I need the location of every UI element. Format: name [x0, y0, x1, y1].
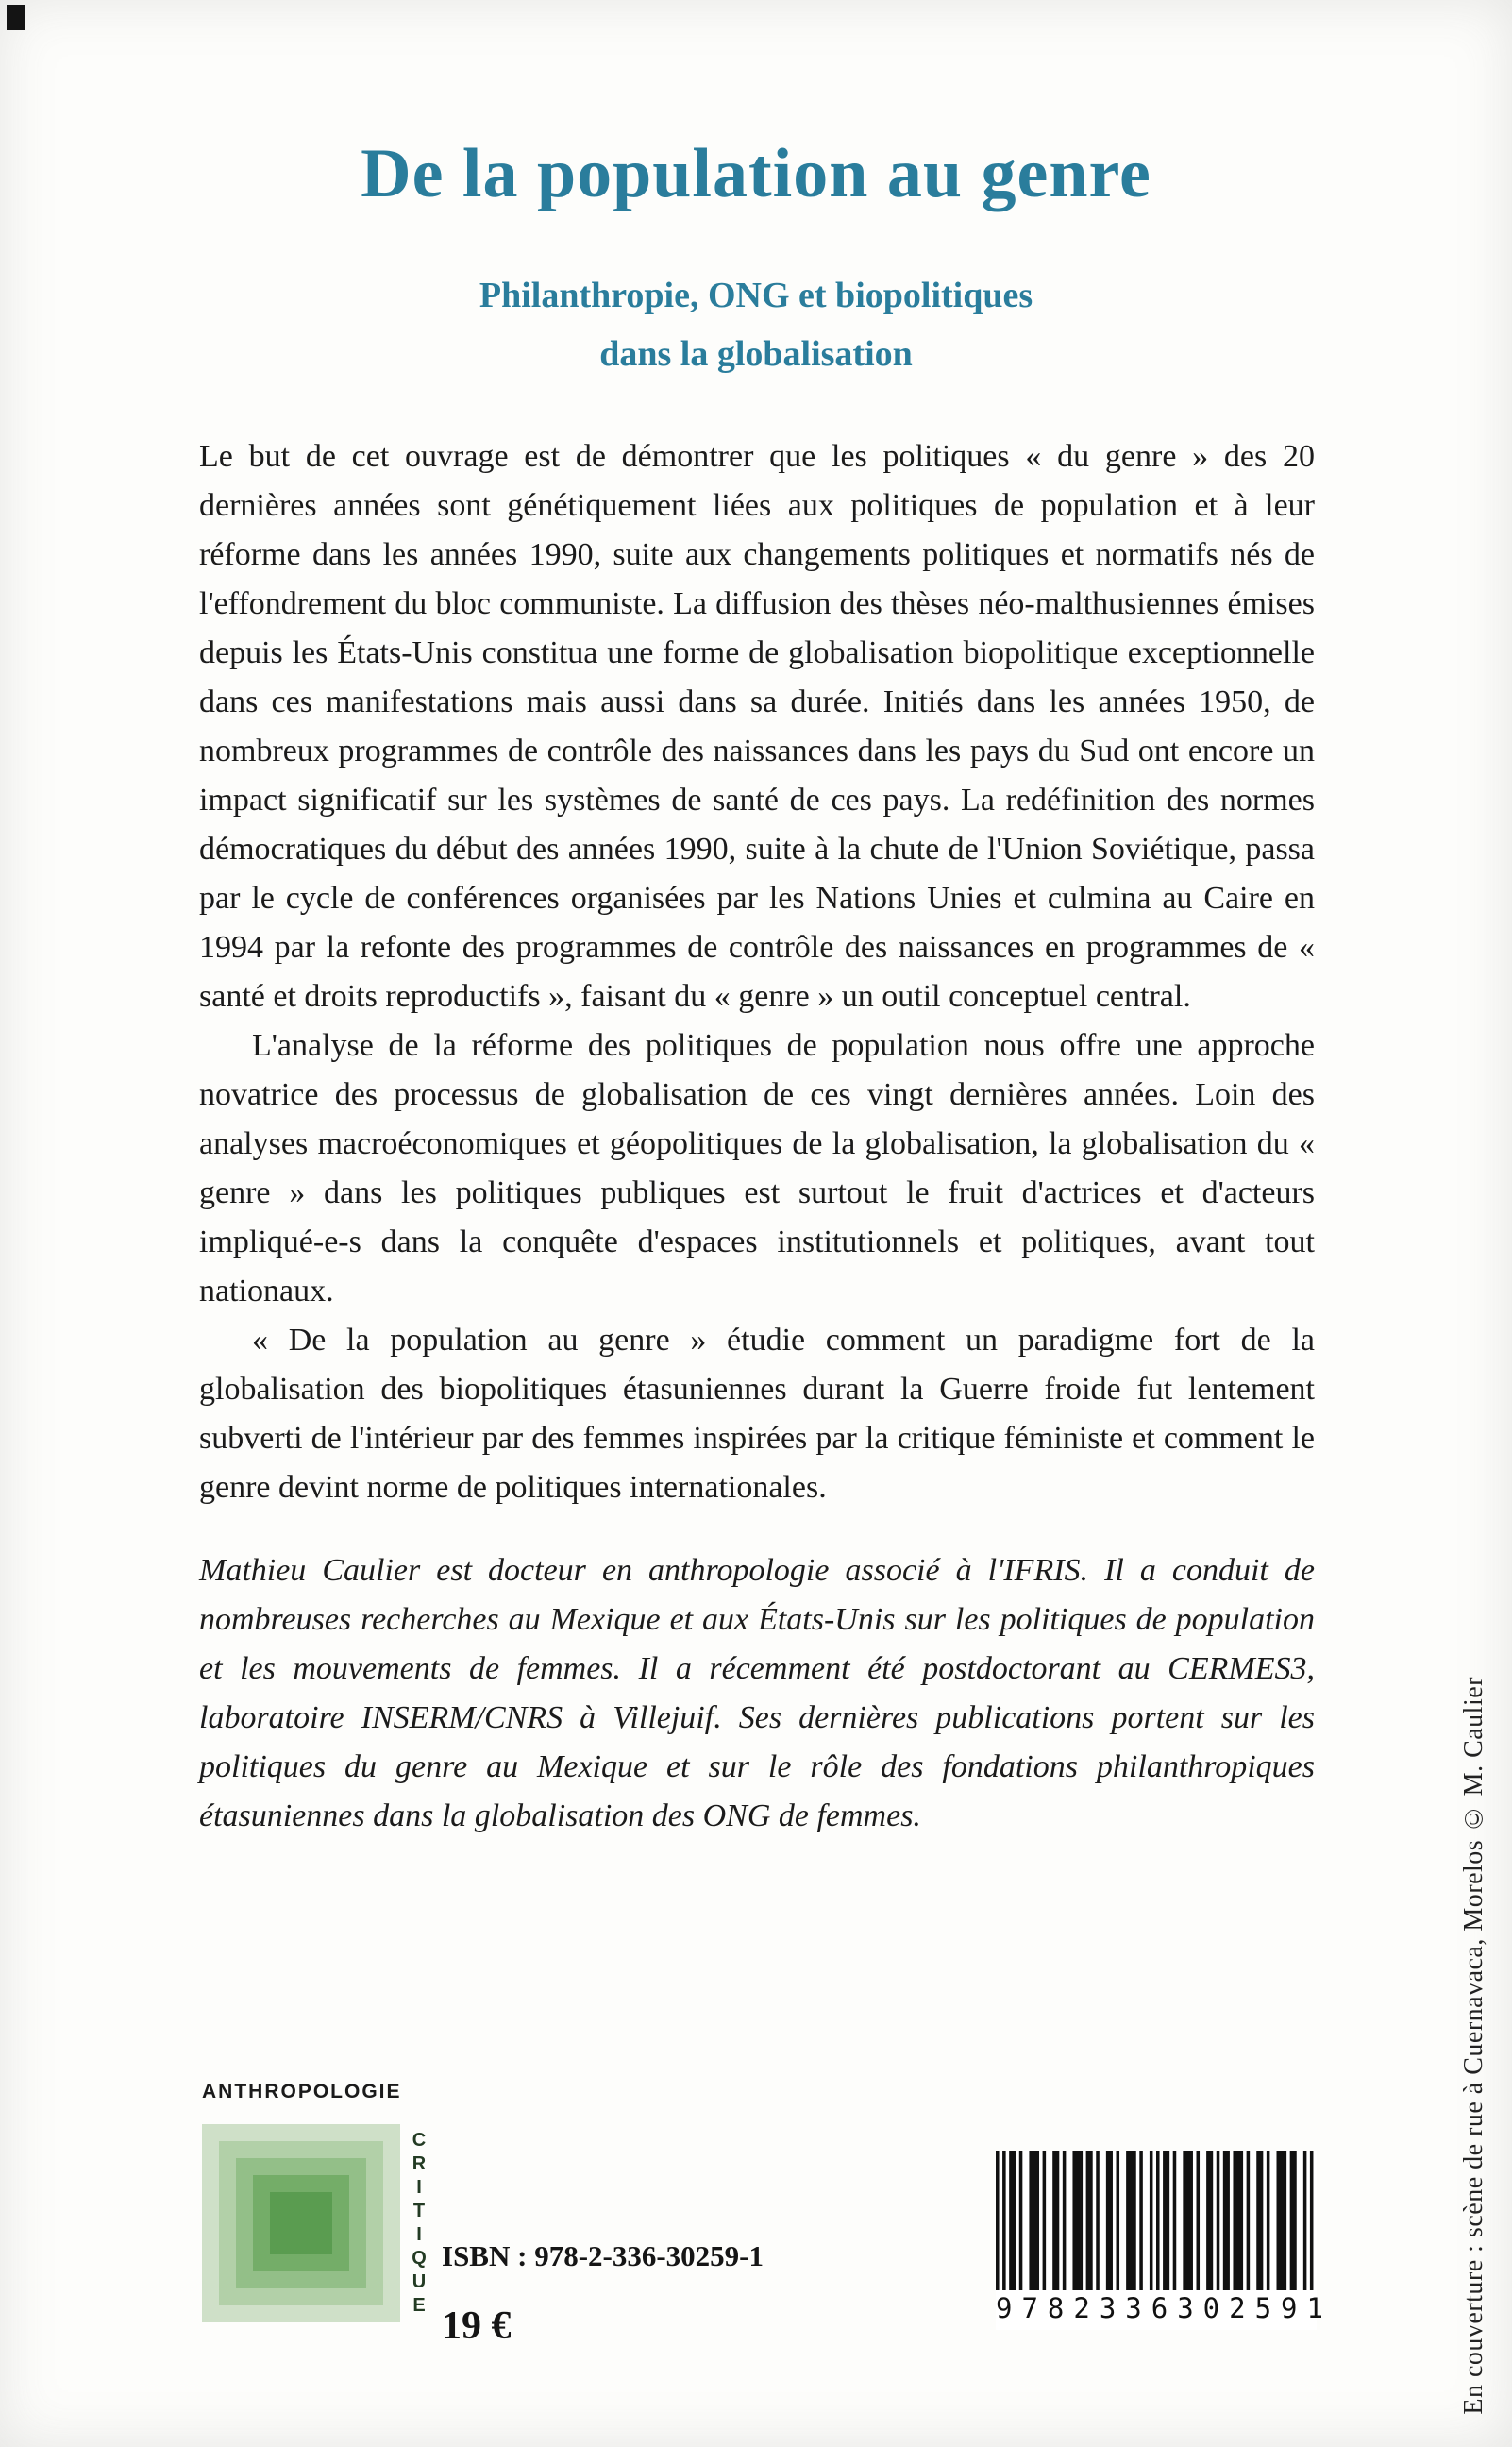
book-subtitle: [0, 266, 1512, 383]
subtitle-line-2: dans la globalisation: [599, 334, 913, 374]
synopsis-paragraph-2: L'analyse de la réforme des politiques de population nous offre une approche novatrice des processus de globalisation de ces vingt dernières années. Loin des analyses macroéconomiques et géopolitiques de la globalisation, la globalisation du « genre » dans les politiques publiques est surtout le fruit d'actrices et d'acteurs impliqué-e-s dans la conquête d'espaces institutionnels et politiques, avant tout nationaux.: [199, 1028, 1315, 1308]
synopsis: [199, 432, 1315, 1841]
synopsis-paragraph-3: « De la population au genre » étudie comment un paradigme fort de la globalisation des biopolitiques étasuniennes durant la Guerre froide fut lentement subverti de l'intérieur par des femmes inspirées par la critique féministe et comment le genre devint norme de politiques internationales.: [199, 1323, 1315, 1505]
book-title: De la population au genre: [361, 135, 1151, 212]
isbn-text: ISBN : 978-2-336-30259-1: [442, 2239, 764, 2272]
collection-series-vertical-label: CRITIQUE: [409, 2130, 429, 2319]
collection-name-label: ANTHROPOLOGIE: [202, 2081, 402, 2102]
cover-photo-credit: En couverture : scène de rue à Cuernavaca, Morelos © M. Caulier: [1459, 1677, 1488, 2415]
subtitle-line-1: Philanthropie, ONG et biopolitiques: [479, 276, 1033, 315]
scan-artifact: [7, 5, 25, 30]
synopsis-paragraph-1: Le but de cet ouvrage est de démontrer que les politiques « du genre » des 20 dernières années sont génétiquement liées aux politiques de population et à leur réforme dans les années 1990, suite aux changements politiques et normatifs nés de l'effondrement du bloc communiste. La diffusion des thèses néo-malthusiennes émises depuis les États-Unis constitua une forme de globalisation biopolitique exceptionnelle dans ces manifestations mais aussi dans sa durée. Initiés dans les années 1950, de nombreux programmes de contrôle des naissances dans les pays du Sud ont encore un impact significatif sur les systèmes de santé de ces pays. La redéfinition des normes démocratiques du début des années 1990, suite à la chute de l'Union Soviétique, passa par le cycle de conférences organisées par les Nations Unies et culmina au Caire en 1994 par la refonte des programmes de contrôle des naissances en programmes de « santé et droits reproductifs », faisant du « genre » un outil conceptuel central.: [199, 439, 1315, 1014]
author-bio: Mathieu Caulier est docteur en anthropologie associé à l'IFRIS. Il a conduit de nombreuses recherches au Mexique et aux États-Unis sur les politiques de population et les mouvements de femmes. Il a récemment été postdoctorant au CERMES3, laboratoire INSERM/CNRS à Villejuif. Ses dernières publications portent sur les politiques du genre au Mexique et sur le rôle des fondations philanthropiques étasuniennes dans la globalisation des ONG de femmes.: [199, 1553, 1315, 1833]
logo-center-square: [270, 2192, 332, 2254]
price-text: 19 €: [442, 2304, 512, 2348]
barcode-bars-image: [996, 2151, 1317, 2290]
barcode: [996, 2151, 1333, 2330]
barcode-number: 9782336302591: [996, 2292, 1333, 2324]
publisher-collection-logo: [202, 2124, 400, 2322]
